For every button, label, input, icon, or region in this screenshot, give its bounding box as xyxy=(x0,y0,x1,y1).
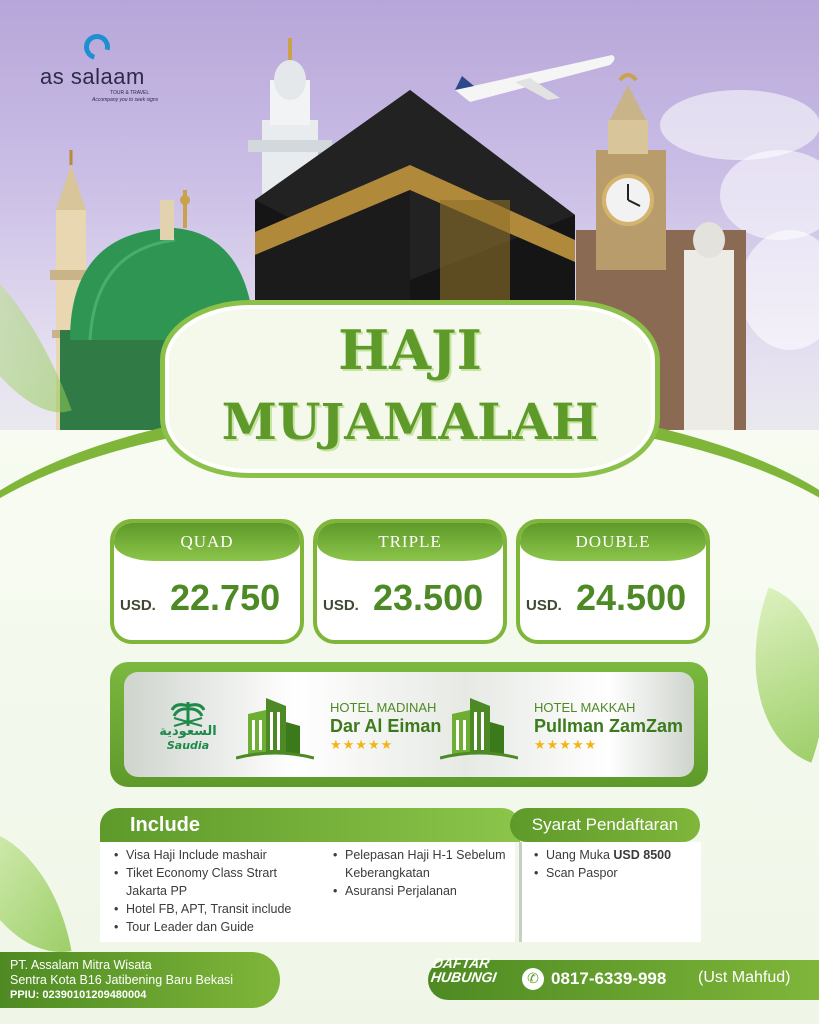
price-value: 24.500 xyxy=(576,577,687,618)
price-value: 22.750 xyxy=(170,577,281,618)
currency: USD. xyxy=(526,597,562,614)
register-label xyxy=(430,956,499,984)
package-label: QUAD xyxy=(114,523,300,561)
brand-sub: TOUR & TRAVEL xyxy=(110,90,150,96)
hotel-makkah-label: HOTEL MAKKAH xyxy=(534,700,636,715)
hotel-madinah-stars: ★★★★★ xyxy=(330,738,394,753)
brand-name: as salaam xyxy=(40,64,145,89)
contact-phone[interactable]: 0817-6339-998 xyxy=(551,969,667,988)
list-item xyxy=(534,846,704,864)
price-value: 23.500 xyxy=(373,577,484,618)
hotel-airline-band xyxy=(110,662,708,787)
brand-tagline: Accompany you to seek signs xyxy=(92,97,159,103)
syarat-body xyxy=(519,842,701,942)
saudia-logo xyxy=(158,700,218,770)
list-item: • Tiket Economy Class Strart Jakarta PP xyxy=(114,864,314,900)
company-name: PT. Assalam Mitra Wisata xyxy=(10,958,152,972)
company-info xyxy=(0,952,280,1008)
package-label: DOUBLE xyxy=(520,523,706,561)
include-heading: Include xyxy=(100,808,520,842)
title-line-1: HAJI xyxy=(338,318,482,382)
phone-icon: ✆ xyxy=(522,968,544,990)
list-item: • Asuransi Perjalanan xyxy=(333,882,518,900)
hotel-building-icon xyxy=(440,692,518,762)
syarat-dp-amount: USD 8500 xyxy=(613,848,672,862)
airplane-icon xyxy=(455,55,615,102)
company-ppiu: PPIU: 02390101209480004 xyxy=(10,989,147,1001)
title-line-2: MUJAMALAH xyxy=(221,392,599,451)
hotel-makkah-name: Pullman ZamZam xyxy=(534,716,684,736)
price-card-double xyxy=(516,519,710,644)
include-list-1 xyxy=(114,846,314,936)
saudia-name: Saudia xyxy=(166,739,210,752)
list-item: • Pelepasan Haji H-1 Sebelum Keberangkatan xyxy=(333,846,518,882)
company-address: Sentra Kota B16 Jatibening Baru Bekasi xyxy=(10,973,234,987)
hotel-madinah-name: Dar Al Eiman xyxy=(330,716,442,736)
daftar-text: DAFTAR xyxy=(431,955,491,971)
currency: USD. xyxy=(120,597,156,614)
brand-ring-icon xyxy=(79,29,115,65)
saudia-palm-swords-icon xyxy=(168,700,208,728)
list-item: • Visa Haji Include mashair xyxy=(114,846,314,864)
currency: USD. xyxy=(323,597,359,614)
saudia-arabic-text: السعودية xyxy=(159,724,217,739)
brand-logo xyxy=(40,34,160,104)
hubungi-text: HUBUNGI xyxy=(429,969,498,985)
syarat-dp-text: Uang Muka xyxy=(546,848,614,862)
hotel-makkah-stars: ★★★★★ xyxy=(534,738,598,753)
package-label: TRIPLE xyxy=(317,523,503,561)
hotel-building-icon xyxy=(236,692,314,762)
hotel-band-inner xyxy=(124,672,694,777)
price-card-triple xyxy=(313,519,507,644)
syarat-list xyxy=(534,846,704,882)
contact-person: (Ust Mahfud) xyxy=(698,969,791,986)
include-body xyxy=(100,842,515,942)
include-list-2 xyxy=(333,846,518,900)
price-card-quad xyxy=(110,519,304,644)
syarat-heading: Syarat Pendaftaran xyxy=(510,808,700,842)
hotel-madinah-label: HOTEL MADINAH xyxy=(330,700,437,715)
list-item: • Scan Paspor xyxy=(534,864,704,882)
list-item: • Tour Leader dan Guide xyxy=(114,918,314,936)
list-item: • Hotel FB, APT, Transit include xyxy=(114,900,314,918)
